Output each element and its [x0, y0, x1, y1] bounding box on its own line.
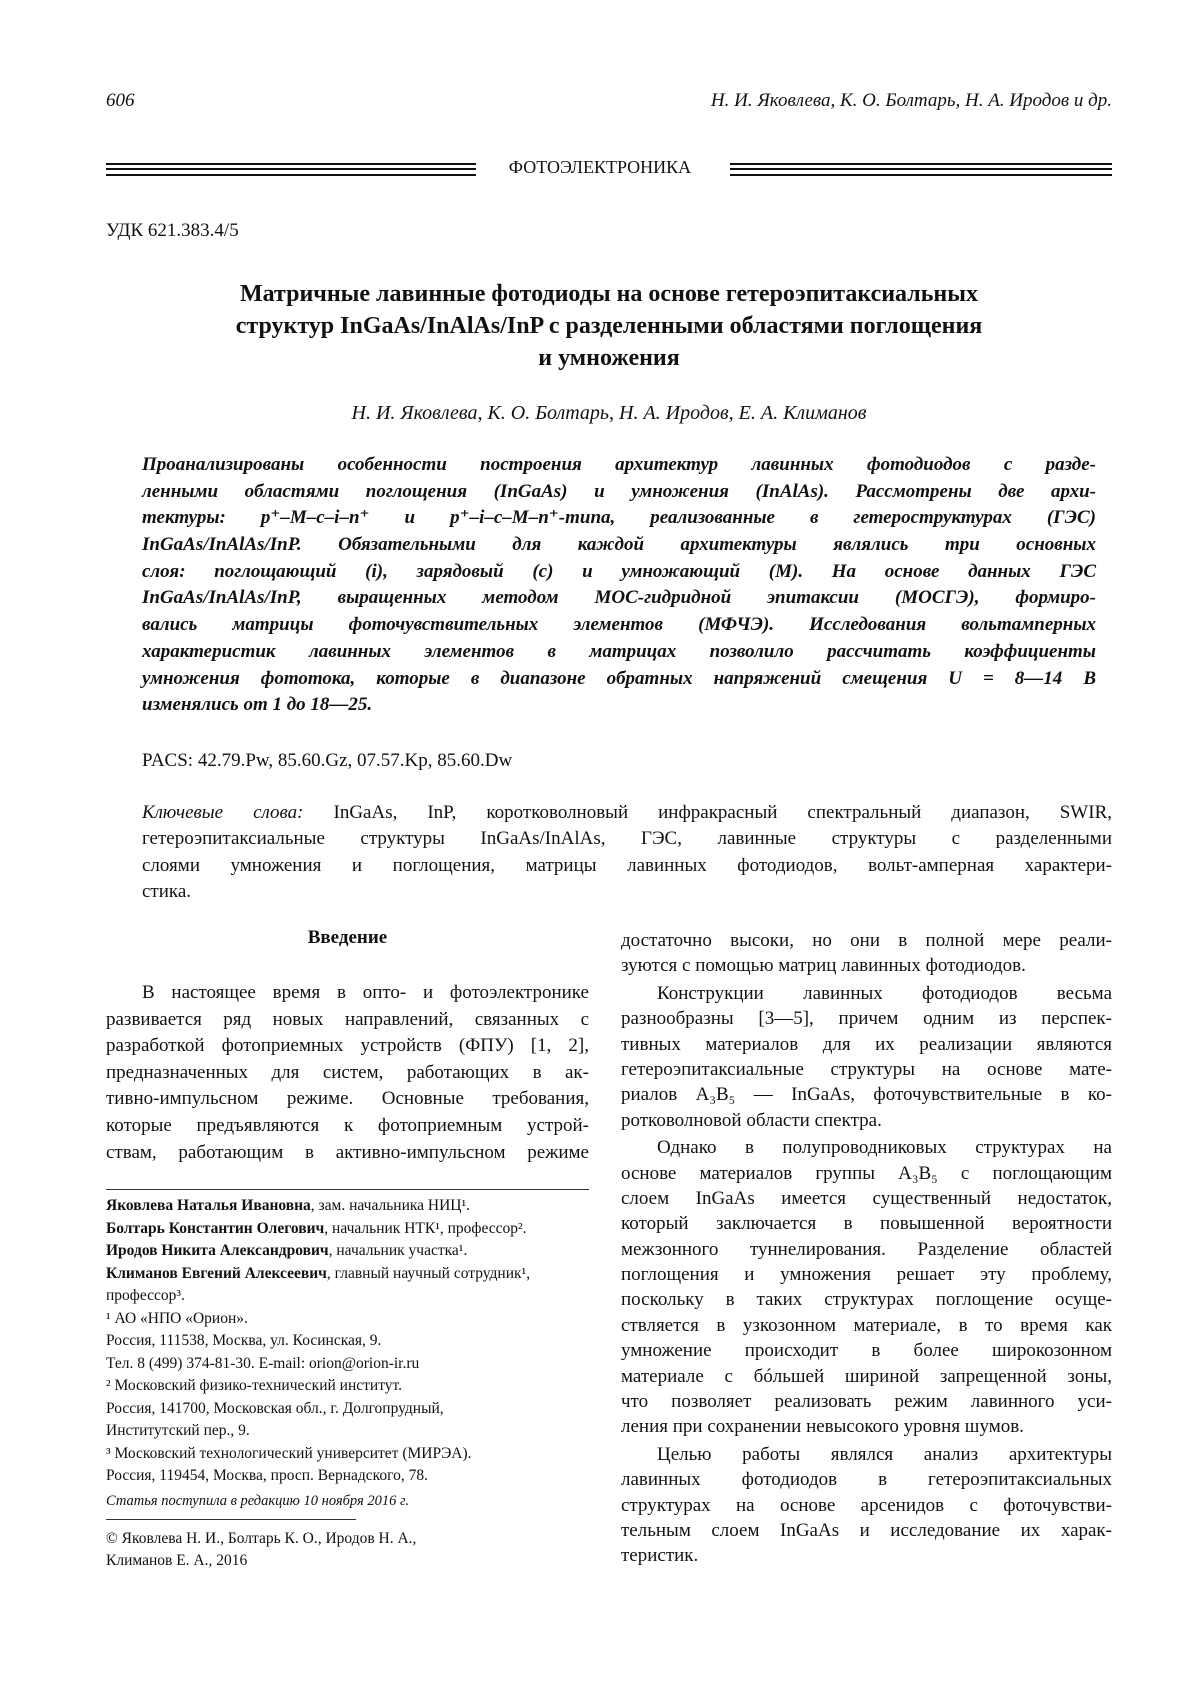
person-role: , зам. начальника НИЦ¹.: [310, 1197, 471, 1214]
text-line: тельным слоем InGaAs и исследование их харак-: [621, 1519, 1112, 1541]
text-line: Однако в полупроводниковых структурах на: [657, 1137, 1112, 1159]
person-role: , главный научный сотрудник¹,: [326, 1264, 531, 1282]
footnote-person: [106, 1240, 589, 1263]
keywords: [142, 800, 1112, 908]
title-line: Матричные лавинные фотодиоды на основе гетероэпитаксиальных: [240, 281, 978, 307]
text-line: структурах на основе арсенидов с фоточувстви-: [621, 1494, 1112, 1516]
paragraph: [621, 928, 1112, 979]
keywords-label: Ключевые слова:: [142, 802, 304, 823]
text-line: слоями умножения и поглощения, матрицы лавинных фотодиодов, вольт-амперная характери-: [142, 854, 1112, 876]
pacs-codes: PACS: 42.79.Pw, 85.60.Gz, 07.57.Kp, 85.60.Dw: [142, 750, 513, 771]
title-line: и умножения: [538, 345, 680, 371]
person-name: Яковлева Наталья Ивановна: [106, 1197, 311, 1214]
text-line: поскольку в таких структурах поглощение осуще-: [621, 1289, 1112, 1311]
text-line: достаточно высоки, но они в полной мере реали-: [621, 930, 1112, 951]
author-footnotes: [106, 1195, 589, 1488]
udk-code: УДК 621.383.4/5: [106, 220, 239, 241]
copyright-line: © Яковлева Н. И., Болтарь К. О., Иродов Н. А.,: [106, 1530, 417, 1547]
text-line: ротковолновой области спектра.: [621, 1109, 882, 1131]
text-line: ¹ АО «НПО «Орион».: [106, 1309, 248, 1327]
text-line: зуются с помощью матриц лавинных фотодиодов.: [621, 955, 1026, 977]
paragraph: [106, 1285, 589, 1488]
person-name: Болтарь Константин Олегович: [106, 1219, 325, 1237]
person-name: Климанов Евгений Алексеевич: [106, 1264, 327, 1282]
text-line: теристик.: [621, 1545, 699, 1567]
paragraph: [621, 981, 1112, 1133]
received-date: Статья поступила в редакцию 10 ноября 2016 г.: [106, 1493, 410, 1509]
text-line: В настоящее время в опто- и фотоэлектронике: [142, 982, 589, 1003]
copyright: [106, 1528, 416, 1572]
text-line: ² Московский физико-технический институт.: [106, 1377, 403, 1394]
text-line: вались матрицы фоточувствительных элементов (МФЧЭ). Исследования вольтамперных: [142, 614, 1096, 636]
text-line: InGaAs/InAlAs/InP. Обязательными для каждой архитектуры являлись три основных: [142, 534, 1096, 556]
right-column-text: [621, 928, 1112, 1571]
footnote-divider: [106, 1189, 589, 1190]
text-line: InGaAs/InAlAs/InP, выращенных методом МОС-гидридной эпитаксии (МОСГЭ), формиро-: [142, 587, 1096, 609]
copyright-line: Климанов Е. А., 2016: [106, 1552, 248, 1569]
section-heading-introduction: Введение: [307, 927, 388, 948]
text-line: профессор³.: [106, 1287, 185, 1304]
person-role: , начальник участка¹.: [328, 1242, 468, 1259]
text-line: умножения фототока, которые в диапазоне обратных напряжений смещения U = 8—14 В: [142, 667, 1096, 689]
article-authors: Н. И. Яковлева, К. О. Болтарь, Н. А. Иродов, Е. А. Климанов: [351, 402, 867, 424]
text-line: риалов A₃B₅ — InGaAs, фоточувствительные в ко-: [621, 1084, 1112, 1106]
footnote-person: [106, 1218, 589, 1241]
paragraph: [142, 800, 1112, 906]
text-line: умножение происходит в более широкозонном: [621, 1340, 1112, 1362]
text-line: изменялись от 1 до 18—25.: [142, 694, 373, 716]
abstract: [142, 452, 1096, 721]
text-line: лавинных фотодиодов в гетероэпитаксиальных: [621, 1469, 1112, 1491]
paragraph: [106, 980, 589, 1166]
section-title: ФОТОЭЛЕКТРОНИКА: [508, 157, 692, 177]
left-column-text: [106, 980, 589, 1168]
running-head-authors: Н. И. Яковлева, К. О. Болтарь, Н. А. Иродов и др.: [710, 90, 1112, 111]
text-line: Проанализированы особенности построения архитектур лавинных фотодиодов с разде-: [142, 454, 1096, 475]
text-line: характеристик лавинных элементов в матрицах позволило рассчитать коэффициенты: [142, 640, 1096, 662]
person-role: , начальник НТК¹, профессор².: [324, 1219, 527, 1237]
paragraph: [621, 1135, 1112, 1440]
section-rule-right: [730, 163, 1112, 176]
text-line: предназначенных для систем, работающих в ак-: [106, 1061, 589, 1083]
text-line: что позволяет реализовать режим лавинного уси-: [621, 1391, 1112, 1413]
text-line: разработкой фотоприемных устройств (ФПУ) [1, 2],: [106, 1035, 589, 1057]
text-line: разнообразны [3—5], причем одним из перспек-: [621, 1008, 1112, 1030]
text-line: тивных материалов для их реализации являются: [621, 1033, 1112, 1055]
page-number: 606: [106, 90, 135, 111]
text-line: поглощения и умножения решает эту проблему,: [621, 1264, 1112, 1286]
paragraph: [142, 452, 1096, 719]
text-line: ствляется в узкозонном материале, в то время как: [621, 1314, 1112, 1336]
copyright-divider: [106, 1519, 356, 1520]
footnote-affiliations: [106, 1285, 589, 1488]
text-line: межзонного туннелирования. Разделение областей: [621, 1238, 1112, 1260]
text-line: гетероэпитаксиальные структуры InGaAs/InAlAs, ГЭС, лавинные структуры с разделенными: [142, 828, 1112, 850]
text-line: стика.: [142, 881, 192, 903]
footnote-person: [106, 1263, 589, 1286]
text-line: Ключевые слова: InGaAs, InP, коротковолновый инфракрасный спектральный диапазон, SWIR,: [142, 802, 1112, 823]
person-name: Иродов Никита Александрович: [106, 1242, 329, 1259]
text-line: ленными областями поглощения (InGaAs) и умножения (InAlAs). Рассмотрены две архи-: [142, 480, 1096, 502]
text-line: ствам, работающим в активно-импульсном режиме: [106, 1141, 589, 1163]
text-line: Россия, 111538, Москва, ул. Косинская, 9.: [106, 1332, 382, 1349]
paragraph: [621, 1442, 1112, 1569]
text-line: материале с бóльшей шириной запрещенной зоны,: [621, 1365, 1112, 1387]
text-line: тивно-импульсном режиме. Основные требования,: [106, 1088, 589, 1110]
text-line: ления при сохранении невысокого уровня шумов.: [621, 1416, 1024, 1438]
text-line: Институтский пер., 9.: [106, 1422, 250, 1439]
text-line: Тел. 8 (499) 374-81-30. E-mail: orion@orion-ir.ru: [106, 1354, 420, 1372]
text-line: тектуры: p⁺–M–c–i–n⁺ и p⁺–i–c–M–n⁺-типа, реализованные в гетероструктурах (ГЭС): [142, 507, 1096, 529]
text-line: Конструкции лавинных фотодиодов весьма: [657, 982, 1112, 1004]
text-line: гетероэпитаксиальные структуры на основе мате-: [621, 1058, 1112, 1080]
text-line: основе материалов группы A₃B₅ с поглощающим: [621, 1162, 1112, 1184]
text-line: развивается ряд новых направлений, связанных с: [106, 1008, 589, 1030]
title-line: структур InGaAs/InAlAs/InP с разделенными областями поглощения: [235, 313, 983, 339]
text-line: Целью работы являлся анализ архитектуры: [657, 1443, 1112, 1465]
text-line: ³ Московский технологический университет (МИРЭА).: [106, 1444, 472, 1462]
text-line: Россия, 141700, Московская обл., г. Долгопрудный,: [106, 1399, 444, 1417]
text-line: слоя: поглощающий (i), зарядовый (c) и умножающий (M). На основе данных ГЭС: [142, 560, 1096, 582]
text-line: который заключается в повышенной вероятности: [621, 1213, 1112, 1235]
article-title: [106, 278, 1112, 374]
text-line: которые предъявляются к фотоприемным устрой-: [106, 1114, 589, 1136]
text-line: Россия, 119454, Москва, просп. Вернадского, 78.: [106, 1467, 429, 1484]
text-line: слоем InGaAs имеется существенный недостаток,: [621, 1187, 1112, 1209]
footnote-person: [106, 1195, 589, 1218]
